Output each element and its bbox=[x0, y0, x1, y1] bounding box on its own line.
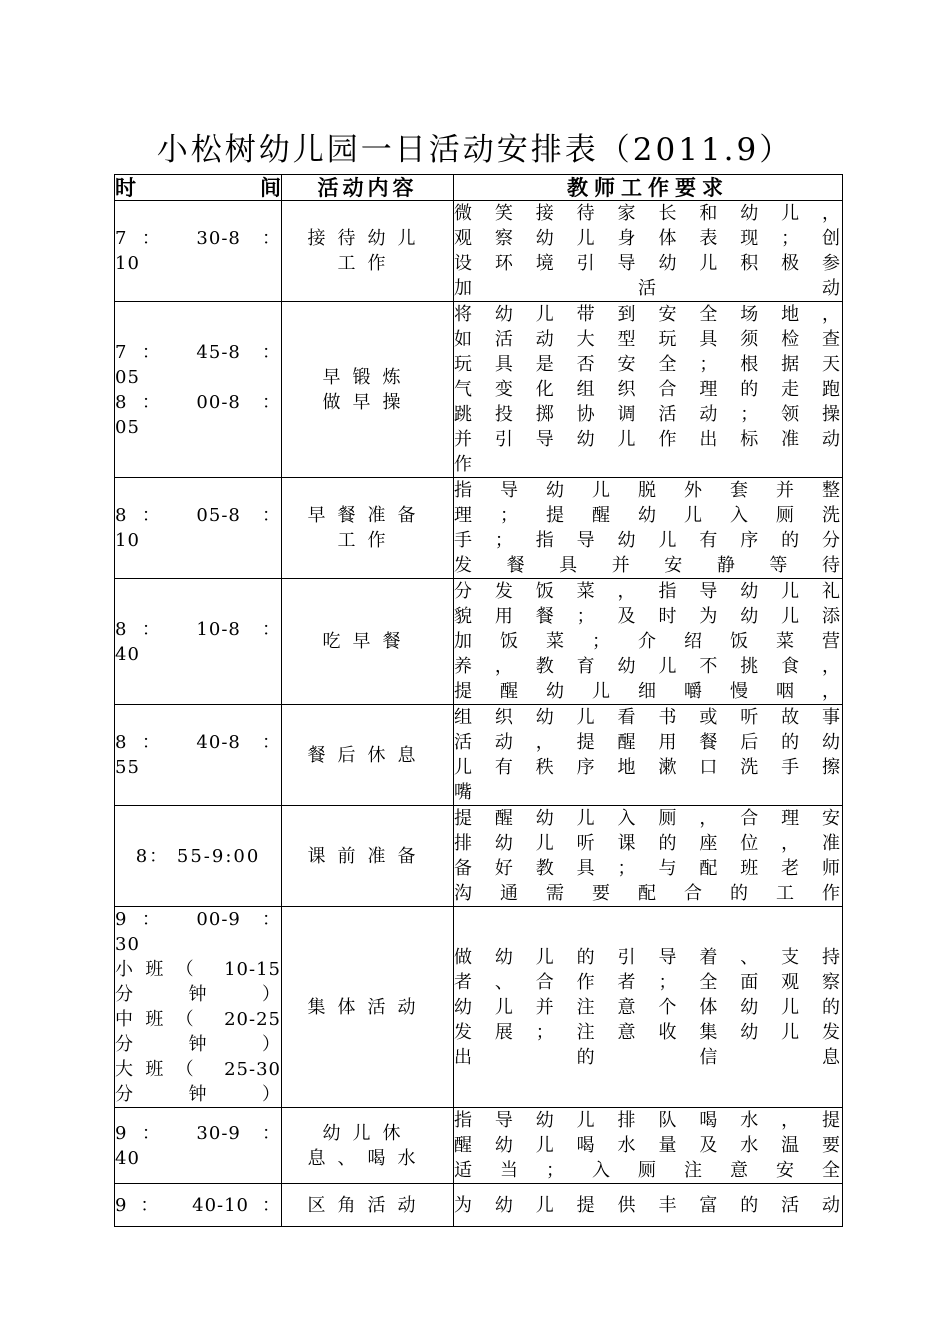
time-cell-line: 8： 10-8 ： bbox=[115, 618, 281, 640]
requirement-cell-line: 观察幼儿身体表现；创 bbox=[454, 228, 842, 249]
time-cell-line: 8： 40-8 ： bbox=[115, 732, 281, 753]
activity-cell-line: 吃早餐 bbox=[322, 631, 413, 652]
table-header-row bbox=[115, 175, 843, 201]
time-cell-line: 55 bbox=[115, 757, 140, 778]
table-row bbox=[115, 1108, 843, 1184]
requirement-cell bbox=[454, 1184, 843, 1227]
table-row bbox=[115, 1184, 843, 1227]
requirement-cell bbox=[454, 302, 843, 478]
time-cell-line: 9： 30-9 ： bbox=[115, 1122, 281, 1144]
requirement-cell-line: 气变化组织合理的走跑 bbox=[454, 379, 842, 400]
requirement-cell-line: 玩具是否安全；根据天 bbox=[454, 354, 842, 375]
time-cell bbox=[115, 1108, 282, 1184]
header-requirement: 教师工作要求 bbox=[454, 175, 843, 201]
requirement-cell bbox=[454, 907, 843, 1108]
table-row bbox=[115, 478, 843, 579]
requirement-cell-line: 活动，提醒用餐后的幼 bbox=[454, 732, 842, 753]
time-cell-line: 10 bbox=[115, 530, 140, 551]
activity-cell-line: 息、喝水 bbox=[307, 1147, 428, 1169]
table-row bbox=[115, 907, 843, 1108]
requirement-cell-line: 加活动 bbox=[454, 278, 842, 299]
time-cell bbox=[115, 478, 282, 579]
activity-cell bbox=[282, 705, 454, 806]
header-activity: 活动内容 bbox=[282, 175, 454, 201]
time-cell-line: 分钟） bbox=[115, 984, 281, 1005]
requirement-cell bbox=[454, 1108, 843, 1184]
requirement-cell-line: 排幼儿听课的座位，准 bbox=[454, 833, 842, 854]
activity-cell bbox=[282, 579, 454, 705]
table-row bbox=[115, 806, 843, 907]
table-row bbox=[115, 302, 843, 478]
activity-cell-line: 课前准备 bbox=[307, 845, 428, 867]
activity-cell-line: 工作 bbox=[337, 530, 398, 551]
time-cell-line: 小班（ 10-15 bbox=[115, 959, 281, 980]
activity-cell bbox=[282, 302, 454, 478]
requirement-cell-line: 微笑接待家长和幼儿， bbox=[454, 203, 842, 224]
requirement-cell-line: 设环境引导幼儿积极参 bbox=[454, 253, 842, 274]
time-cell-line: 8： 00-8 ： bbox=[115, 391, 281, 413]
time-cell-line: 8： 55-9:00 bbox=[135, 845, 261, 867]
time-cell bbox=[115, 806, 282, 907]
time-cell-line: 7： 45-8 ： bbox=[115, 341, 281, 363]
time-cell-line: 40 bbox=[115, 643, 140, 665]
time-cell bbox=[115, 1184, 282, 1227]
activity-cell bbox=[282, 1184, 454, 1227]
requirement-cell-line: 提醒幼儿细嚼慢咽， bbox=[454, 681, 842, 702]
activity-cell bbox=[282, 201, 454, 302]
table-row bbox=[115, 579, 843, 705]
requirement-cell-line: 理；提醒幼儿入厕洗 bbox=[454, 505, 842, 526]
requirement-cell-line: 分发饭菜，指导幼儿礼 bbox=[454, 581, 842, 602]
activity-cell-line: 餐后休息 bbox=[307, 744, 428, 766]
time-cell-line: 中班（ 20-25 bbox=[115, 1009, 281, 1030]
time-cell-line: 7： 30-8 ： bbox=[115, 228, 281, 249]
requirement-cell-line: 手；指导幼儿有序的分 bbox=[454, 530, 842, 551]
requirement-cell-line: 发展；注意收集幼儿发 bbox=[454, 1021, 842, 1043]
time-cell bbox=[115, 302, 282, 478]
activity-cell-line: 集体活动 bbox=[307, 996, 428, 1018]
time-cell-line: 9： 00-9 ： bbox=[115, 909, 281, 930]
activity-cell-line: 工作 bbox=[337, 253, 398, 274]
activity-cell bbox=[282, 907, 454, 1108]
time-cell-line: 9： 40-10： bbox=[115, 1194, 281, 1216]
schedule-table bbox=[114, 174, 843, 1227]
table-row bbox=[115, 705, 843, 806]
time-cell-line: 8： 05-8 ： bbox=[115, 505, 281, 526]
requirement-cell-line: 者、合作者；全面观察 bbox=[454, 971, 842, 993]
activity-cell-line: 区角活动 bbox=[307, 1194, 428, 1216]
requirement-cell-line: 出的信息 bbox=[454, 1046, 842, 1068]
requirement-cell-line: 儿有秩序地漱口洗手擦 bbox=[454, 757, 842, 778]
time-cell bbox=[115, 907, 282, 1108]
time-cell bbox=[115, 579, 282, 705]
requirement-cell-line: 幼儿并注意个体幼儿的 bbox=[454, 996, 842, 1018]
page-title bbox=[0, 130, 950, 170]
activity-cell-line: 做早操 bbox=[322, 391, 413, 413]
requirement-cell-line: 组织幼儿看书或听故事 bbox=[454, 707, 842, 728]
time-cell-line: 分钟） bbox=[115, 1084, 281, 1105]
requirement-cell-line: 做幼儿的引导着、支持 bbox=[454, 946, 842, 968]
requirement-cell-line: 为幼儿提供丰富的活动 bbox=[454, 1194, 842, 1216]
requirement-cell-line: 适当；入厕注意安全 bbox=[454, 1160, 842, 1181]
requirement-cell-line: 备好教具；与配班老师 bbox=[454, 858, 842, 879]
requirement-cell bbox=[454, 201, 843, 302]
time-cell-line: 分钟） bbox=[115, 1034, 281, 1055]
requirement-cell-line: 并引导幼儿作出标准动 bbox=[454, 429, 842, 450]
header-time: 时 间 bbox=[115, 175, 281, 200]
requirement-cell-line: 发餐具并安静等待 bbox=[454, 555, 842, 576]
activity-cell bbox=[282, 1108, 454, 1184]
requirement-cell bbox=[454, 579, 843, 705]
requirement-cell-line: 指导幼儿排队喝水，提 bbox=[454, 1110, 842, 1131]
requirement-cell bbox=[454, 806, 843, 907]
time-cell-line: 05 bbox=[115, 366, 140, 388]
time-cell-line: 05 bbox=[115, 416, 140, 438]
activity-cell-line: 幼儿休 bbox=[322, 1122, 413, 1144]
requirement-cell-line: 嘴 bbox=[454, 782, 474, 803]
time-cell-line: 40 bbox=[115, 1147, 140, 1169]
requirement-cell-line: 养，教育幼儿不挑食， bbox=[454, 656, 842, 677]
requirement-cell-line: 提醒幼儿入厕，合理安 bbox=[454, 808, 842, 829]
requirement-cell-line: 如活动大型玩具须检查 bbox=[454, 329, 842, 350]
activity-cell bbox=[282, 806, 454, 907]
requirement-cell-line: 跳投掷协调活动；领操 bbox=[454, 404, 842, 425]
activity-cell-line: 接待幼儿 bbox=[307, 228, 428, 249]
activity-cell bbox=[282, 478, 454, 579]
requirement-cell-line: 作 bbox=[454, 454, 474, 475]
requirement-cell-line: 指导幼儿脱外套并整 bbox=[454, 480, 842, 501]
requirement-cell-line: 貌用餐；及时为幼儿添 bbox=[454, 606, 842, 627]
table-row bbox=[115, 201, 843, 302]
requirement-cell-line: 醒幼儿喝水量及水温要 bbox=[454, 1135, 842, 1156]
time-cell-line: 30 bbox=[115, 934, 140, 955]
time-cell bbox=[115, 705, 282, 806]
time-cell-line: 10 bbox=[115, 253, 140, 274]
requirement-cell-line: 沟通需要配合的工作 bbox=[454, 883, 842, 904]
time-cell-line: 大班（ 25-30 bbox=[115, 1059, 281, 1080]
requirement-cell-line: 将幼儿带到安全场地， bbox=[454, 304, 842, 325]
requirement-cell bbox=[454, 478, 843, 579]
title-text: 小松树幼儿园一日活动安排表（2011.9） bbox=[156, 132, 794, 168]
activity-cell-line: 早锻炼 bbox=[322, 366, 413, 388]
activity-cell-line: 早餐准备 bbox=[307, 505, 428, 526]
requirement-cell bbox=[454, 705, 843, 806]
time-cell bbox=[115, 201, 282, 302]
requirement-cell-line: 加饭菜；介绍饭菜营 bbox=[454, 631, 842, 652]
